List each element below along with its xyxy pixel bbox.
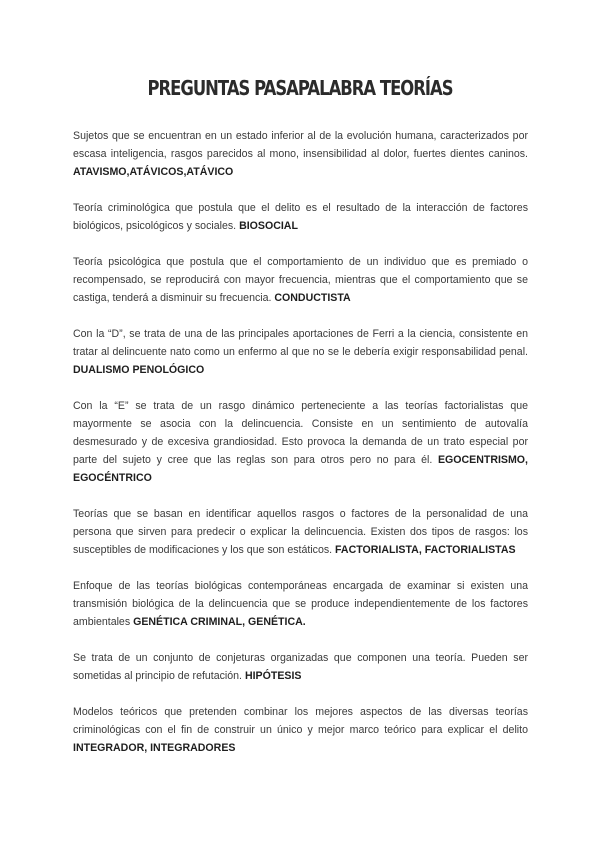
question-paragraph: [73, 505, 528, 559]
question-text: Sujetos que se encuentran en un estado inferior al de la evolución humana, caracterizados por escasa inteligencia, rasgos parecidos al mono, insensibilidad al dolor, fuertes dientes caninos.: [73, 130, 528, 160]
question-paragraph: [73, 127, 528, 181]
question-answer: ATAVISMO,ATÁVICOS,ATÁVICO: [73, 166, 234, 178]
question-answer: FACTORIALISTA, FACTORIALISTAS: [335, 544, 516, 556]
question-answer: INTEGRADOR, INTEGRADORES: [73, 742, 236, 754]
question-paragraph: [73, 703, 528, 757]
question-text: Teorías que se basan en identificar aquellos rasgos o factores de la personalidad de una persona que sirven para predecir o explicar la delincuencia. Existen dos tipos de rasgos: los susceptibles de modificaciones y los que son estáticos.: [73, 508, 528, 556]
question-text: Se trata de un conjunto de conjeturas organizadas que componen una teoría. Pueden ser sometidas al principio de refutación.: [73, 652, 528, 682]
question-text: Teoría criminológica que postula que el delito es el resultado de la interacción de factores biológicos, psicológicos y sociales.: [73, 202, 528, 232]
question-list: [73, 127, 528, 775]
question-answer: CONDUCTISTA: [274, 292, 351, 304]
question-answer: HIPÓTESIS: [244, 670, 302, 682]
question-text: Con la “E” se trata de un rasgo dinámico perteneciente a las teorías factorialistas que mayormente se asocia con la delincuencia. Consiste en un sentimiento de autovalía desmesurado y de excesiva grandiosidad. Esto provoca la demanda de un trato especial por parte del sujeto y cree que las reglas son para otros pero no para él.: [73, 400, 528, 466]
question-text: Enfoque de las teorías biológicas contemporáneas encargada de examinar si existen una transmisión biológica de la delincuencia que se produce independientemente de los factores ambientales: [73, 580, 528, 628]
question-answer: EGOCENTRISMO, EGOCÉNTRICO: [73, 454, 528, 484]
question-paragraph: [73, 649, 528, 685]
question-paragraph: [73, 397, 528, 487]
question-paragraph: [73, 199, 528, 235]
question-text: Teoría psicológica que postula que el comportamiento de un individuo que es premiado o recompensado, se reproducirá con mayor frecuencia, mientras que el comportamiento que se castiga, tenderá a disminuir su frecuencia.: [73, 256, 528, 304]
question-paragraph: [73, 325, 528, 379]
question-paragraph: [73, 577, 528, 631]
question-answer: GENÉTICA CRIMINAL, GENÉTICA.: [133, 616, 306, 628]
question-text: Modelos teóricos que pretenden combinar los mejores aspectos de las diversas teorías criminológicas con el fin de construir un único y mejor marco teórico para explicar el delito: [73, 706, 528, 736]
page-title: PREGUNTAS PASAPALABRA TEORÍAS: [147, 76, 453, 100]
question-text: Con la “D”, se trata de una de las principales aportaciones de Ferri a la ciencia, consistente en tratar al delincuente nato como un enfermo al que no se le debería exigir responsabilidad penal.: [73, 328, 528, 358]
question-answer: BIOSOCIAL: [239, 220, 298, 232]
question-paragraph: [73, 253, 528, 307]
question-answer: DUALISMO PENOLÓGICO: [73, 364, 205, 376]
